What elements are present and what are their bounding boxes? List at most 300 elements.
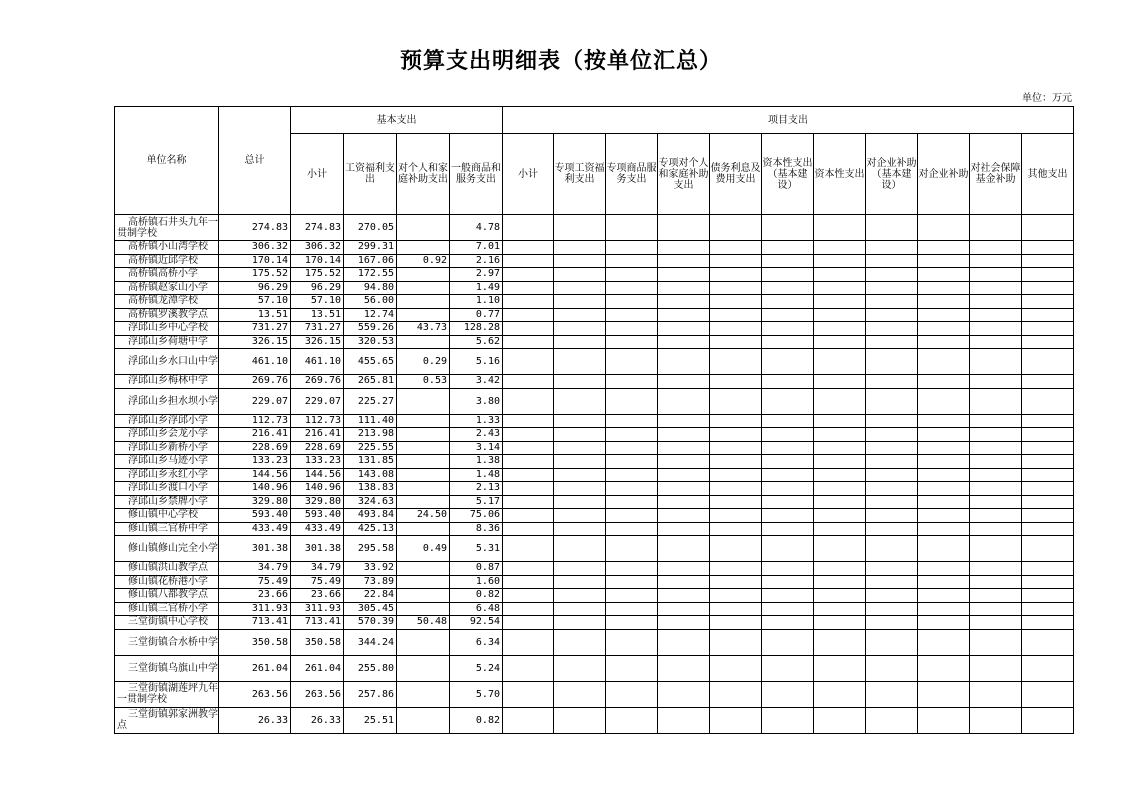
- goods-cell: 75.06: [450, 509, 503, 523]
- header-basic-col: 对个人和家庭补助支出: [397, 134, 450, 215]
- project-cell: [970, 482, 1022, 496]
- project-cell: [970, 509, 1022, 523]
- project-cell: [710, 428, 762, 442]
- personal-cell: [397, 681, 450, 707]
- project-cell: [606, 522, 658, 536]
- salary-cell: 22.84: [344, 589, 397, 603]
- project-cell: [658, 428, 710, 442]
- total-cell: 229.07: [219, 388, 291, 414]
- personal-cell: [397, 414, 450, 428]
- total-cell: 112.73: [219, 414, 291, 428]
- header-project-col: 小计: [503, 134, 554, 215]
- project-cell: [554, 602, 606, 616]
- subtotal-cell: 26.33: [291, 707, 344, 733]
- header-project-col: 债务利息及费用支出: [710, 134, 762, 215]
- table-row: [115, 254, 1074, 268]
- project-cell: [503, 254, 554, 268]
- project-cell: [866, 575, 918, 589]
- goods-cell: 1.60: [450, 575, 503, 589]
- total-cell: 23.66: [219, 589, 291, 603]
- unit-name-cell: 三堂街镇乌旗山中学: [115, 655, 219, 681]
- project-cell: [1022, 295, 1074, 309]
- project-cell: [762, 589, 814, 603]
- subtotal-cell: 261.04: [291, 655, 344, 681]
- project-cell: [1022, 536, 1074, 562]
- project-cell: [762, 655, 814, 681]
- subtotal-cell: 144.56: [291, 468, 344, 482]
- subtotal-cell: 133.23: [291, 455, 344, 469]
- project-cell: [1022, 335, 1074, 349]
- header-total: 总计: [219, 107, 291, 215]
- project-cell: [606, 495, 658, 509]
- project-cell: [710, 536, 762, 562]
- project-cell: [970, 707, 1022, 733]
- project-cell: [814, 428, 866, 442]
- project-cell: [762, 268, 814, 282]
- unit-name-cell: 修山镇洪山教学点: [115, 562, 219, 576]
- project-cell: [970, 589, 1022, 603]
- project-cell: [970, 468, 1022, 482]
- project-cell: [554, 215, 606, 241]
- project-cell: [970, 616, 1022, 630]
- project-cell: [918, 428, 970, 442]
- project-cell: [866, 281, 918, 295]
- unit-name-cell: 修山镇修山完全小学: [115, 536, 219, 562]
- project-cell: [762, 241, 814, 255]
- project-cell: [606, 602, 658, 616]
- salary-cell: 425.13: [344, 522, 397, 536]
- project-cell: [503, 322, 554, 336]
- personal-cell: 24.50: [397, 509, 450, 523]
- project-cell: [970, 536, 1022, 562]
- project-cell: [918, 281, 970, 295]
- subtotal-cell: 301.38: [291, 536, 344, 562]
- project-cell: [762, 495, 814, 509]
- project-cell: [658, 455, 710, 469]
- project-cell: [970, 441, 1022, 455]
- total-cell: 433.49: [219, 522, 291, 536]
- project-cell: [970, 349, 1022, 375]
- project-cell: [710, 375, 762, 389]
- project-cell: [658, 254, 710, 268]
- table-row: [115, 707, 1074, 733]
- page-title: 预算支出明细表（按单位汇总）: [399, 48, 722, 74]
- personal-cell: [397, 562, 450, 576]
- unit-name-cell: 高桥镇高桥小学: [115, 268, 219, 282]
- project-cell: [1022, 522, 1074, 536]
- project-cell: [503, 468, 554, 482]
- personal-cell: 50.48: [397, 616, 450, 630]
- subtotal-cell: 263.56: [291, 681, 344, 707]
- project-cell: [554, 522, 606, 536]
- project-cell: [762, 629, 814, 655]
- unit-name-cell: 修山镇三官桥小学: [115, 602, 219, 616]
- project-cell: [866, 335, 918, 349]
- project-cell: [503, 375, 554, 389]
- project-cell: [866, 707, 918, 733]
- project-cell: [1022, 281, 1074, 295]
- salary-cell: 131.85: [344, 455, 397, 469]
- unit-name-cell: 三堂街镇合水桥中学: [115, 629, 219, 655]
- project-cell: [762, 281, 814, 295]
- total-cell: 261.04: [219, 655, 291, 681]
- total-cell: 57.10: [219, 295, 291, 309]
- project-cell: [814, 455, 866, 469]
- project-cell: [970, 241, 1022, 255]
- subtotal-cell: 229.07: [291, 388, 344, 414]
- goods-cell: 1.10: [450, 295, 503, 309]
- table-row: [115, 414, 1074, 428]
- project-cell: [814, 495, 866, 509]
- unit-name-cell: 修山镇花桥港小学: [115, 575, 219, 589]
- project-cell: [814, 322, 866, 336]
- project-cell: [1022, 455, 1074, 469]
- project-cell: [970, 455, 1022, 469]
- project-cell: [503, 522, 554, 536]
- project-cell: [918, 322, 970, 336]
- project-cell: [710, 441, 762, 455]
- project-cell: [762, 707, 814, 733]
- goods-cell: 5.62: [450, 335, 503, 349]
- project-cell: [503, 681, 554, 707]
- project-cell: [762, 215, 814, 241]
- salary-cell: 344.24: [344, 629, 397, 655]
- project-cell: [606, 482, 658, 496]
- unit-name-cell: 浮邱山乡永红小学: [115, 468, 219, 482]
- table-row: [115, 295, 1074, 309]
- table-row: [115, 388, 1074, 414]
- project-cell: [1022, 414, 1074, 428]
- project-cell: [814, 268, 866, 282]
- salary-cell: 138.83: [344, 482, 397, 496]
- project-cell: [762, 414, 814, 428]
- project-cell: [606, 414, 658, 428]
- project-cell: [970, 335, 1022, 349]
- personal-cell: [397, 589, 450, 603]
- project-cell: [1022, 589, 1074, 603]
- project-cell: [658, 335, 710, 349]
- project-cell: [606, 629, 658, 655]
- unit-name-cell: 浮邱山乡担水坝小学: [115, 388, 219, 414]
- salary-cell: 493.84: [344, 509, 397, 523]
- unit-name-cell: 浮邱山乡马迹小学: [115, 455, 219, 469]
- header-project-col: 其他支出: [1022, 134, 1074, 215]
- project-cell: [606, 375, 658, 389]
- project-cell: [1022, 707, 1074, 733]
- project-cell: [866, 468, 918, 482]
- project-cell: [866, 655, 918, 681]
- total-cell: 713.41: [219, 616, 291, 630]
- project-cell: [503, 455, 554, 469]
- project-cell: [710, 522, 762, 536]
- salary-cell: 270.05: [344, 215, 397, 241]
- project-cell: [1022, 495, 1074, 509]
- table-body: [115, 215, 1074, 734]
- unit-name-cell: 浮邱山乡浮邱小学: [115, 414, 219, 428]
- project-cell: [503, 589, 554, 603]
- total-cell: 311.93: [219, 602, 291, 616]
- total-cell: 75.49: [219, 575, 291, 589]
- table-row: [115, 215, 1074, 241]
- project-cell: [658, 468, 710, 482]
- personal-cell: [397, 215, 450, 241]
- personal-cell: [397, 441, 450, 455]
- header-project-col: 对企业补助（基本建设）: [866, 134, 918, 215]
- project-cell: [814, 575, 866, 589]
- project-cell: [814, 602, 866, 616]
- subtotal-cell: 216.41: [291, 428, 344, 442]
- project-cell: [658, 495, 710, 509]
- unit-label: 单位：万元: [1022, 93, 1072, 104]
- project-cell: [866, 215, 918, 241]
- project-cell: [814, 482, 866, 496]
- goods-cell: 6.34: [450, 629, 503, 655]
- table-row: [115, 468, 1074, 482]
- project-cell: [503, 616, 554, 630]
- project-cell: [1022, 241, 1074, 255]
- project-cell: [866, 629, 918, 655]
- project-cell: [503, 509, 554, 523]
- project-cell: [710, 575, 762, 589]
- project-cell: [503, 241, 554, 255]
- project-cell: [918, 562, 970, 576]
- project-cell: [918, 707, 970, 733]
- subtotal-cell: 140.96: [291, 482, 344, 496]
- personal-cell: 43.73: [397, 322, 450, 336]
- table-row: [115, 335, 1074, 349]
- project-cell: [918, 482, 970, 496]
- total-cell: 13.51: [219, 308, 291, 322]
- project-cell: [1022, 375, 1074, 389]
- project-cell: [866, 241, 918, 255]
- project-cell: [658, 616, 710, 630]
- project-cell: [710, 455, 762, 469]
- project-cell: [658, 268, 710, 282]
- header-project: 项目支出: [503, 107, 1074, 134]
- goods-cell: 0.82: [450, 707, 503, 733]
- table-row: [115, 455, 1074, 469]
- project-cell: [814, 254, 866, 268]
- project-cell: [970, 254, 1022, 268]
- salary-cell: 299.31: [344, 241, 397, 255]
- header-basic-col: 工资福利支出: [344, 134, 397, 215]
- project-cell: [503, 388, 554, 414]
- project-cell: [866, 522, 918, 536]
- project-cell: [503, 441, 554, 455]
- project-cell: [866, 509, 918, 523]
- project-cell: [658, 414, 710, 428]
- table-row: [115, 349, 1074, 375]
- project-cell: [762, 349, 814, 375]
- project-cell: [918, 602, 970, 616]
- project-cell: [554, 681, 606, 707]
- salary-cell: 143.08: [344, 468, 397, 482]
- project-cell: [814, 281, 866, 295]
- project-cell: [606, 241, 658, 255]
- table-row: [115, 589, 1074, 603]
- project-cell: [814, 522, 866, 536]
- unit-name-cell: 高桥镇小山湾学校: [115, 241, 219, 255]
- project-cell: [658, 522, 710, 536]
- project-cell: [503, 629, 554, 655]
- project-cell: [762, 602, 814, 616]
- project-cell: [814, 241, 866, 255]
- project-cell: [658, 589, 710, 603]
- total-cell: 306.32: [219, 241, 291, 255]
- unit-name-cell: 高桥镇罗溪教学点: [115, 308, 219, 322]
- project-cell: [762, 322, 814, 336]
- project-cell: [866, 388, 918, 414]
- table-row: [115, 602, 1074, 616]
- project-cell: [658, 215, 710, 241]
- project-cell: [970, 388, 1022, 414]
- project-cell: [503, 215, 554, 241]
- unit-name-cell: 浮邱山乡禁牌小学: [115, 495, 219, 509]
- unit-name-cell: 高桥镇近邱学校: [115, 254, 219, 268]
- total-cell: 144.56: [219, 468, 291, 482]
- subtotal-cell: 713.41: [291, 616, 344, 630]
- project-cell: [554, 335, 606, 349]
- total-cell: 326.15: [219, 335, 291, 349]
- salary-cell: 265.81: [344, 375, 397, 389]
- project-cell: [866, 495, 918, 509]
- project-cell: [554, 655, 606, 681]
- project-cell: [1022, 215, 1074, 241]
- unit-name-cell: 浮邱山乡渡口小学: [115, 482, 219, 496]
- project-cell: [918, 349, 970, 375]
- project-cell: [606, 388, 658, 414]
- project-cell: [554, 322, 606, 336]
- personal-cell: [397, 388, 450, 414]
- project-cell: [918, 575, 970, 589]
- project-cell: [658, 322, 710, 336]
- project-cell: [762, 468, 814, 482]
- project-cell: [918, 468, 970, 482]
- personal-cell: 0.49: [397, 536, 450, 562]
- project-cell: [606, 428, 658, 442]
- goods-cell: 2.43: [450, 428, 503, 442]
- project-cell: [970, 495, 1022, 509]
- total-cell: 329.80: [219, 495, 291, 509]
- total-cell: 228.69: [219, 441, 291, 455]
- table-row: [115, 428, 1074, 442]
- personal-cell: [397, 281, 450, 295]
- personal-cell: [397, 495, 450, 509]
- project-cell: [814, 375, 866, 389]
- project-cell: [918, 308, 970, 322]
- budget-table: [114, 106, 1074, 734]
- project-cell: [866, 322, 918, 336]
- goods-cell: 92.54: [450, 616, 503, 630]
- project-cell: [814, 349, 866, 375]
- total-cell: 301.38: [219, 536, 291, 562]
- project-cell: [970, 562, 1022, 576]
- project-cell: [814, 655, 866, 681]
- personal-cell: [397, 522, 450, 536]
- salary-cell: 25.51: [344, 707, 397, 733]
- unit-name-cell: 修山镇三官桥中学: [115, 522, 219, 536]
- project-cell: [970, 629, 1022, 655]
- table-row: [115, 562, 1074, 576]
- goods-cell: 8.36: [450, 522, 503, 536]
- project-cell: [554, 616, 606, 630]
- project-cell: [554, 281, 606, 295]
- project-cell: [866, 375, 918, 389]
- project-cell: [606, 215, 658, 241]
- project-cell: [814, 562, 866, 576]
- subtotal-cell: 57.10: [291, 295, 344, 309]
- project-cell: [503, 482, 554, 496]
- project-cell: [970, 215, 1022, 241]
- goods-cell: 128.28: [450, 322, 503, 336]
- project-cell: [762, 335, 814, 349]
- project-cell: [1022, 575, 1074, 589]
- table-row: [115, 241, 1074, 255]
- salary-cell: 73.89: [344, 575, 397, 589]
- project-cell: [970, 375, 1022, 389]
- total-cell: 26.33: [219, 707, 291, 733]
- project-cell: [866, 681, 918, 707]
- salary-cell: 257.86: [344, 681, 397, 707]
- project-cell: [554, 428, 606, 442]
- goods-cell: 4.78: [450, 215, 503, 241]
- project-cell: [814, 509, 866, 523]
- goods-cell: 2.97: [450, 268, 503, 282]
- project-cell: [606, 349, 658, 375]
- project-cell: [503, 268, 554, 282]
- table-row: [115, 509, 1074, 523]
- project-cell: [606, 468, 658, 482]
- project-cell: [1022, 655, 1074, 681]
- project-cell: [814, 335, 866, 349]
- project-cell: [970, 602, 1022, 616]
- subtotal-cell: 329.80: [291, 495, 344, 509]
- table-row: [115, 629, 1074, 655]
- total-cell: 263.56: [219, 681, 291, 707]
- project-cell: [658, 536, 710, 562]
- project-cell: [762, 616, 814, 630]
- project-cell: [762, 308, 814, 322]
- salary-cell: 94.80: [344, 281, 397, 295]
- project-cell: [710, 335, 762, 349]
- header-basic-col: 小计: [291, 134, 344, 215]
- project-cell: [554, 707, 606, 733]
- project-cell: [1022, 616, 1074, 630]
- project-cell: [658, 562, 710, 576]
- goods-cell: 5.16: [450, 349, 503, 375]
- project-cell: [710, 509, 762, 523]
- project-cell: [554, 254, 606, 268]
- project-cell: [658, 681, 710, 707]
- total-cell: 731.27: [219, 322, 291, 336]
- project-cell: [1022, 428, 1074, 442]
- unit-name-cell: 三堂街镇郭家洲教学点: [115, 707, 219, 733]
- subtotal-cell: 731.27: [291, 322, 344, 336]
- project-cell: [866, 482, 918, 496]
- project-cell: [814, 308, 866, 322]
- subtotal-cell: 34.79: [291, 562, 344, 576]
- project-cell: [918, 388, 970, 414]
- unit-name-cell: 三堂街镇中心学校: [115, 616, 219, 630]
- project-cell: [710, 655, 762, 681]
- subtotal-cell: 274.83: [291, 215, 344, 241]
- project-cell: [554, 468, 606, 482]
- project-cell: [503, 602, 554, 616]
- table-row: [115, 495, 1074, 509]
- project-cell: [606, 322, 658, 336]
- project-cell: [606, 562, 658, 576]
- project-cell: [658, 241, 710, 255]
